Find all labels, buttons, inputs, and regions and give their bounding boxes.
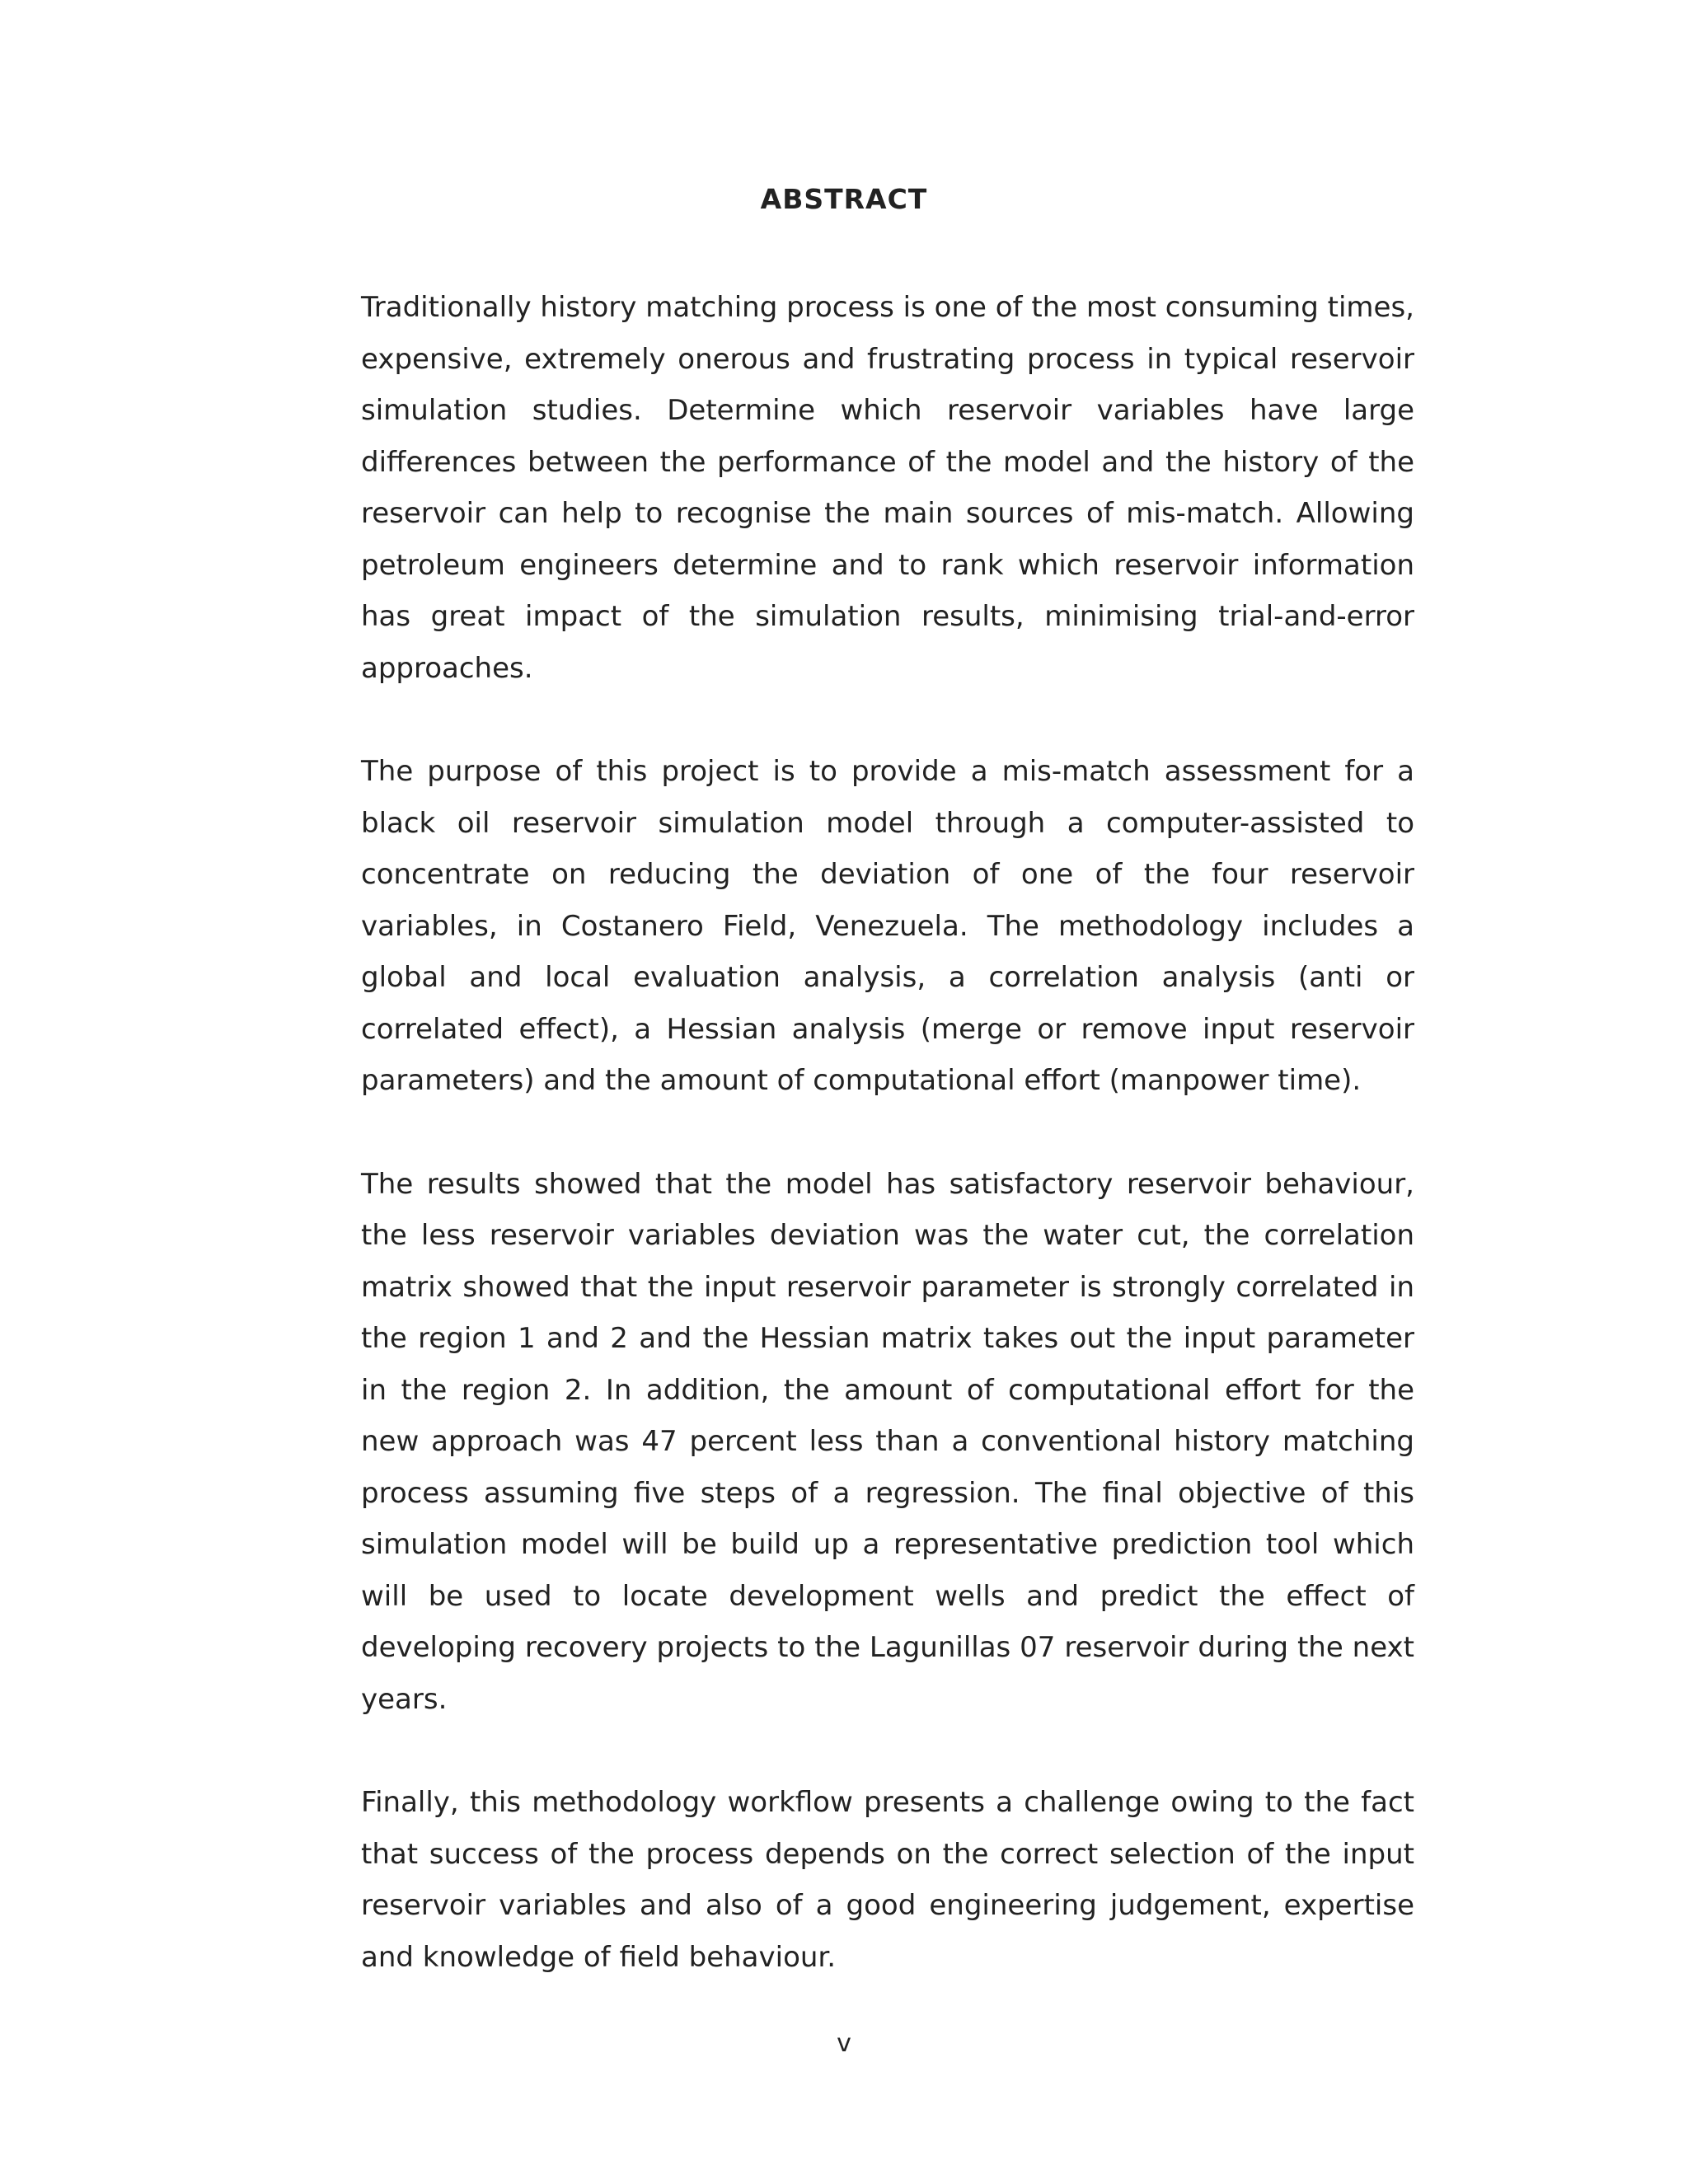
abstract-title: ABSTRACT xyxy=(760,183,928,215)
abstract-paragraph-4: Finally, this methodology workflow presents a challenge owing to the fact that success of the process depends on the correct selection of the input reservoir variables and also of a good engineering judgement, expertise and knowledge of field behaviour. xyxy=(361,1786,1414,1974)
page-number: v xyxy=(837,2029,851,2058)
abstract-body xyxy=(361,282,1414,2035)
abstract-paragraph-3: The results showed that the model has satisfactory reservoir behaviour, the less reservoir variables deviation was the water cut, the correlation matrix showed that the input reservoir parameter is strongly correlated in the region 1 and 2 and the Hessian matrix takes out the input parameter in the region 2. In addition, the amount of computational effort for the new approach was 47 percent less than a conventional history matching process assuming five steps of a regression. The final objective of this simulation model will be build up a representative prediction tool which will be used to locate development wells and predict the effect of developing recovery projects to the Lagunillas 07 reservoir during the next years. xyxy=(361,1167,1414,1716)
abstract-paragraph-1: Traditionally history matching process is one of the most consuming times, expensive, extremely onerous and frustrating process in typical reservoir simulation studies. Determine which reservoir variables have large differences between the performance of the model and the history of the reservoir can help to recognise the main sources of mis-match. Allowing petroleum engineers determine and to rank which reservoir information has great impact of the simulation results, minimising trial-and-error approaches. xyxy=(361,291,1414,685)
abstract-paragraph-2: The purpose of this project is to provide a mis-match assessment for a black oil reservoir simulation model through a computer-assisted to concentrate on reducing the deviation of one of the four reservoir variables, in Costanero Field, Venezuela. The methodology includes a global and local evaluation analysis, a correlation analysis (anti or correlated effect), a Hessian analysis (merge or remove input reservoir parameters) and the amount of computational effort (manpower time). xyxy=(361,755,1414,1097)
